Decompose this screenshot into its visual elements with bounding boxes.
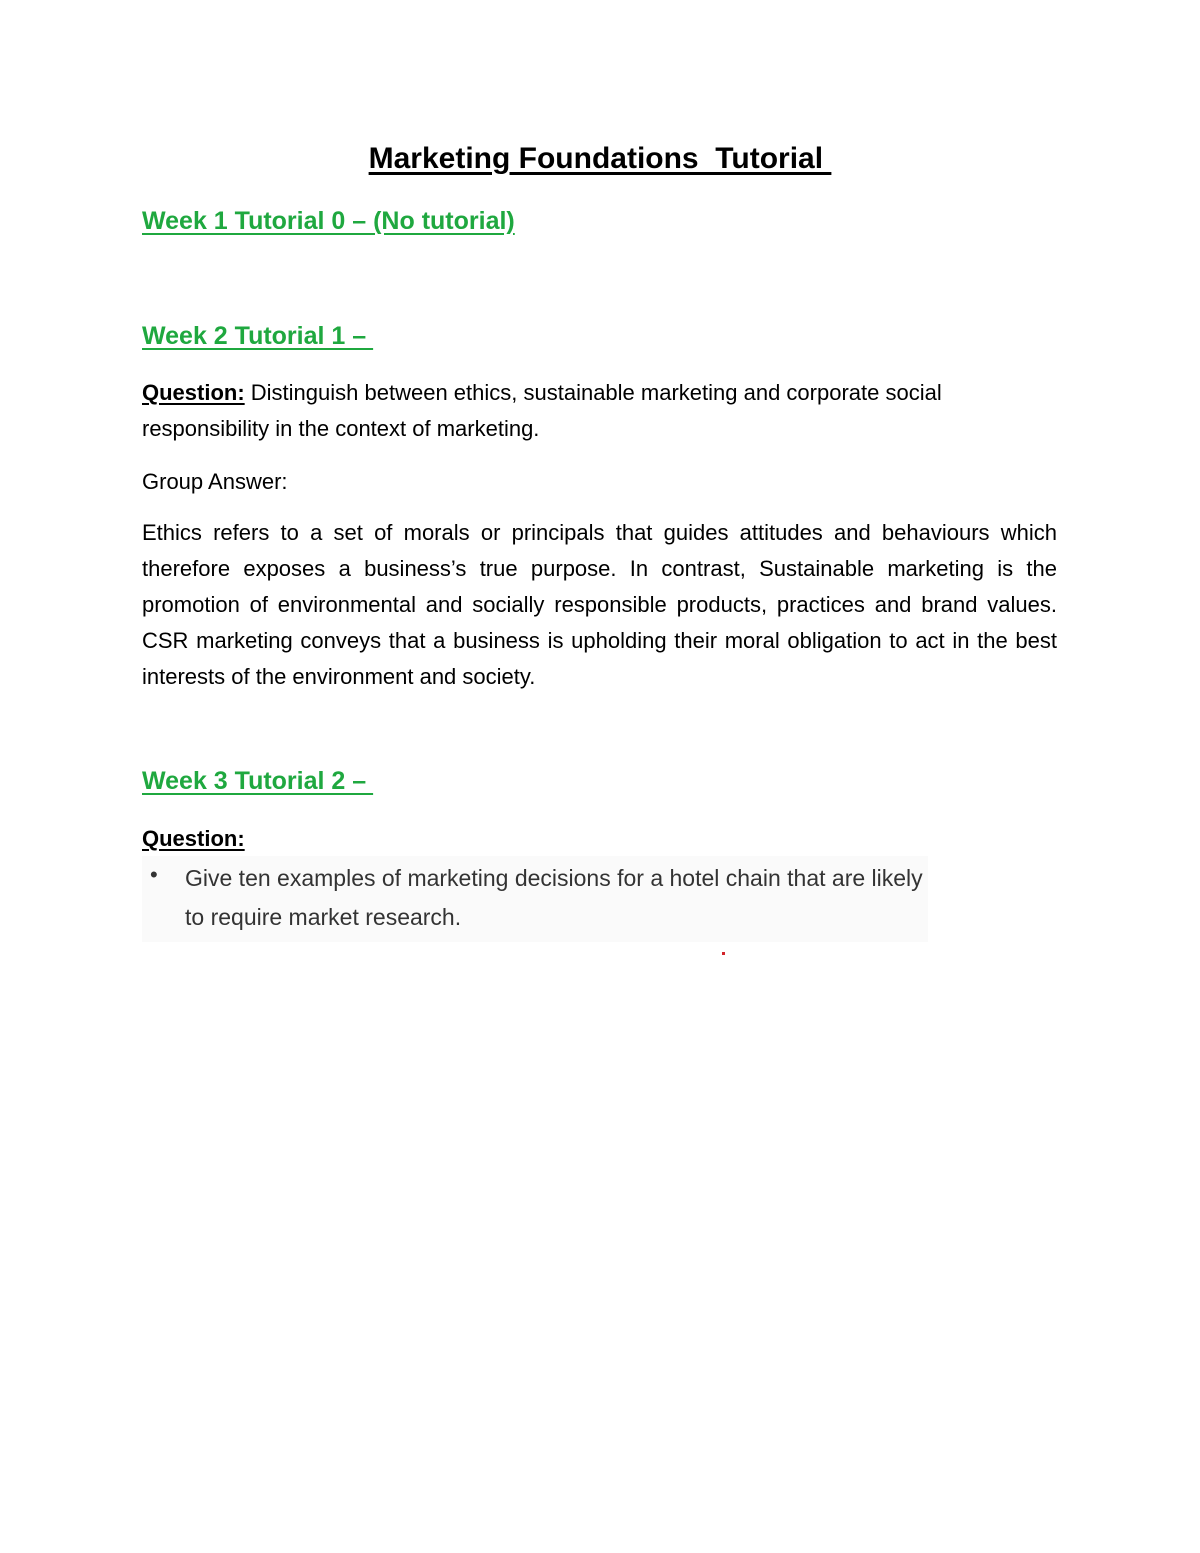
week-3-question-label: Question:	[142, 826, 245, 851]
week-2-question	[142, 375, 1057, 447]
red-mark	[722, 952, 725, 955]
week-1-heading: Week 1 Tutorial 0 – (No tutorial)	[142, 207, 515, 235]
bullet-icon: •	[150, 862, 158, 887]
question-clipping	[142, 856, 928, 942]
week-3-bullet-text: Give ten examples of marketing decisions for a hotel chain that are likely to require market research.	[185, 865, 923, 930]
document-title: Marketing Foundations Tutorial	[368, 142, 832, 175]
week-2-question-text: Distinguish between ethics, sustainable marketing and corporate social responsibility in the context of marketing.	[142, 380, 942, 441]
group-answer-text: Ethics refers to a set of morals or principals that guides attitudes and behaviours which therefore exposes a business’s true purpose. In contrast, Sustainable marketing is the promotion of environmental and socially responsible products, practices and brand values. CSR marketing conveys that a business is upholding their moral obligation to act in the best interests of the environment and society.	[142, 520, 1057, 689]
week-3-heading: Week 3 Tutorial 2 –	[142, 767, 374, 795]
group-answer-label: Group Answer:	[142, 469, 288, 494]
week-2-heading: Week 2 Tutorial 1 –	[142, 322, 374, 350]
week-3-question	[142, 821, 1057, 857]
week-2-question-label: Question:	[142, 380, 245, 405]
